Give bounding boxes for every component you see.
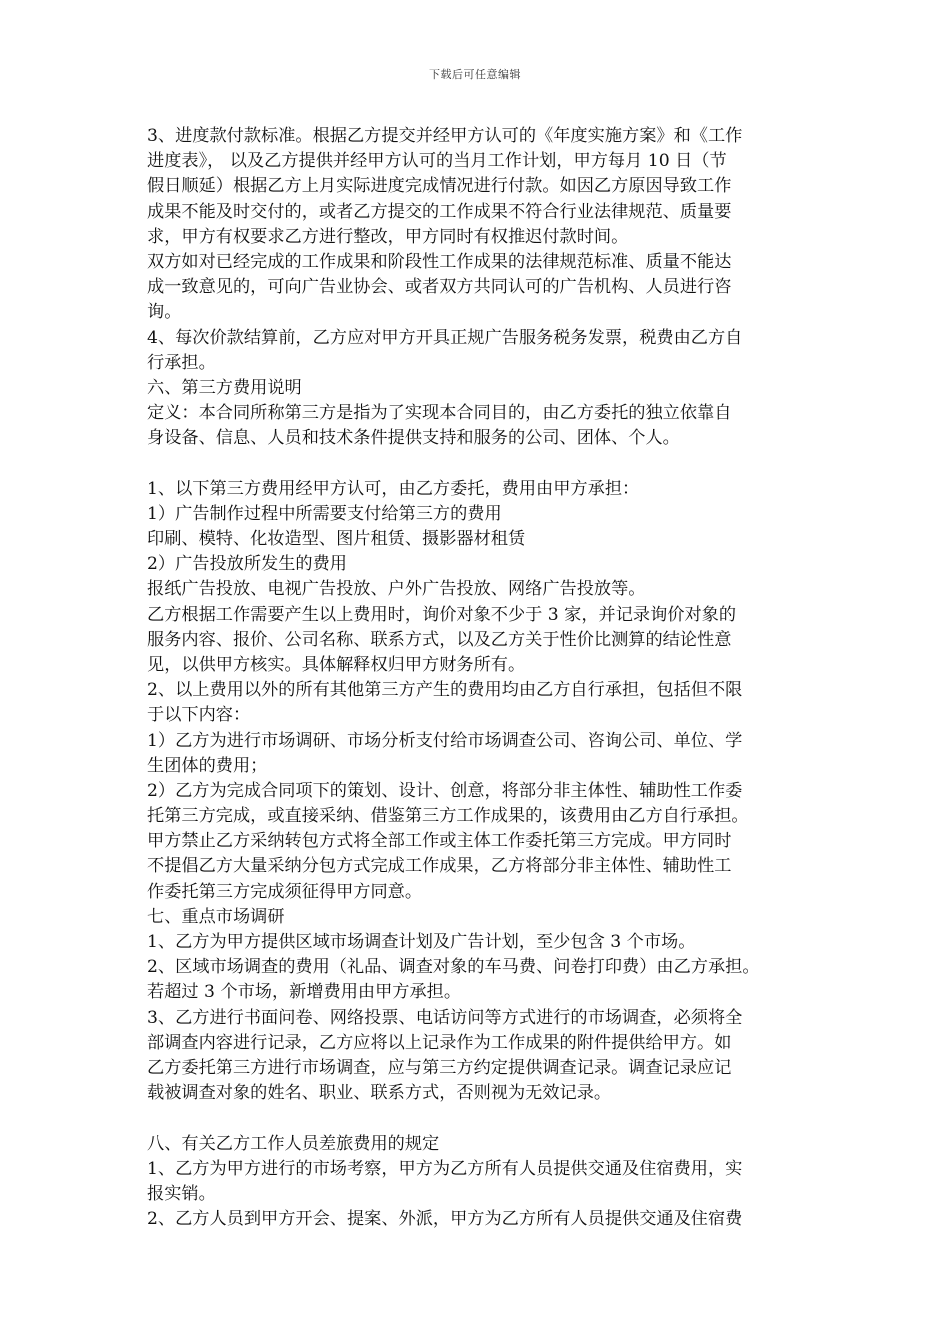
blank-line	[147, 451, 837, 476]
text-line: 作委托第三方完成须征得甲方同意。	[147, 881, 423, 902]
text-line: 1）乙方为进行市场调研、市场分析支付给市场调查公司、咨询公司、单位、学	[147, 730, 743, 751]
text-line: 1、乙方为甲方提供区域市场调查计划及广告计划，至少包含 3 个市场。	[147, 932, 696, 952]
section-heading: 六、第三方费用说明	[147, 377, 302, 398]
text-line: 载被调查对象的姓名、职业、联系方式，否则视为无效记录。	[147, 1083, 612, 1104]
text-line: 3、乙方进行书面问卷、网络投票、电话访问等方式进行的市场调查，必须将全	[147, 1007, 743, 1028]
text-line: 询。	[147, 302, 182, 323]
text-line: 2）广告投放所发生的费用	[147, 554, 347, 575]
text-line: 甲方禁止乙方采纳转包方式将全部工作或主体工作委托第三方完成。甲方同时	[147, 831, 732, 852]
text-line: 4、每次价款结算前，乙方应对甲方开具正规广告服务税务发票，税费由乙方自	[147, 327, 743, 348]
text-line: 见，以供甲方核实。具体解释权归甲方财务所有。	[147, 654, 526, 675]
text-line: 成果不能及时交付的，或者乙方提交的工作成果不符合行业法律规范、质量要	[147, 201, 732, 222]
text-line: 1、乙方为甲方进行的市场考察，甲方为乙方所有人员提供交通及住宿费用，实	[147, 1158, 743, 1179]
text-line: 1、以下第三方费用经甲方认可，由乙方委托，费用由甲方承担：	[147, 478, 640, 499]
text-line: 乙方委托第三方进行市场调查，应与第三方约定提供调查记录。调查记录应记	[147, 1057, 732, 1078]
page-header: 下载后可任意编辑	[429, 68, 521, 81]
text-line: 身设备、信息、人员和技术条件提供支持和服务的公司、团体、个人。	[147, 428, 680, 449]
text-line: 成一致意见的，可向广告业协会、或者双方共同认可的广告机构、人员进行咨	[147, 277, 732, 298]
text-line: 定义：本合同所称第三方是指为了实现本合同目的，由乙方委托的独立依靠自	[147, 403, 732, 424]
section-heading: 八、有关乙方工作人员差旅费用的规定	[147, 1133, 440, 1154]
text-line: 3、进度款付款标准。根据乙方提交并经甲方认可的《年度实施方案》和《工作	[147, 126, 743, 146]
document-body	[147, 124, 837, 1232]
text-line: 行承担。	[147, 352, 216, 373]
text-line: 服务内容、报价、公司名称、联系方式，以及乙方关于性价比测算的结论性意	[147, 629, 732, 650]
text-line: 2）乙方为完成合同项下的策划、设计、创意，将部分非主体性、辅助性工作委	[147, 780, 743, 801]
text-line: 进度表》， 以及乙方提供并经甲方认可的当月工作计划，甲方每月 10 日（节	[147, 151, 727, 172]
text-line: 求，甲方有权要求乙方进行整改，甲方同时有权推迟付款时间。	[147, 226, 629, 247]
text-line: 部调查内容进行记录，乙方应将以上记录作为工作成果的附件提供给甲方。如	[147, 1032, 732, 1053]
text-line: 若超过 3 个市场，新增费用由甲方承担。	[147, 982, 462, 1003]
text-line: 双方如对已经完成的工作成果和阶段性工作成果的法律规范标准、质量不能达	[147, 251, 732, 272]
text-line: 2、以上费用以外的所有其他第三方产生的费用均由乙方自行承担，包括但不限	[147, 680, 743, 701]
text-line: 乙方根据工作需要产生以上费用时，询价对象不少于 3 家，并记录询价对象的	[147, 604, 737, 625]
text-line: 托第三方完成，或直接采纳、借鉴第三方工作成果的，该费用由乙方自行承担。	[147, 806, 749, 827]
section-heading: 七、重点市场调研	[147, 906, 285, 927]
text-line: 报实销。	[147, 1183, 216, 1204]
text-line: 于以下内容：	[147, 705, 251, 726]
text-line: 2、乙方人员到甲方开会、提案、外派，甲方为乙方所有人员提供交通及住宿费	[147, 1209, 743, 1230]
text-line: 生团体的费用；	[147, 755, 268, 776]
text-line: 2、区域市场调查的费用（礼品、调查对象的车马费、问卷打印费）由乙方承担。	[147, 957, 760, 978]
text-line: 报纸广告投放、电视广告投放、户外广告投放、网络广告投放等。	[147, 579, 646, 600]
text-line: 印刷、模特、化妆造型、图片租赁、摄影器材租赁	[147, 529, 526, 549]
text-line: 1）广告制作过程中所需要支付给第三方的费用	[147, 503, 502, 524]
text-line: 假日顺延）根据乙方上月实际进度完成情况进行付款。如因乙方原因导致工作	[147, 176, 732, 197]
blank-line	[147, 1106, 837, 1131]
text-line: 不提倡乙方大量采纳分包方式完成工作成果，乙方将部分非主体性、辅助性工	[147, 856, 732, 877]
